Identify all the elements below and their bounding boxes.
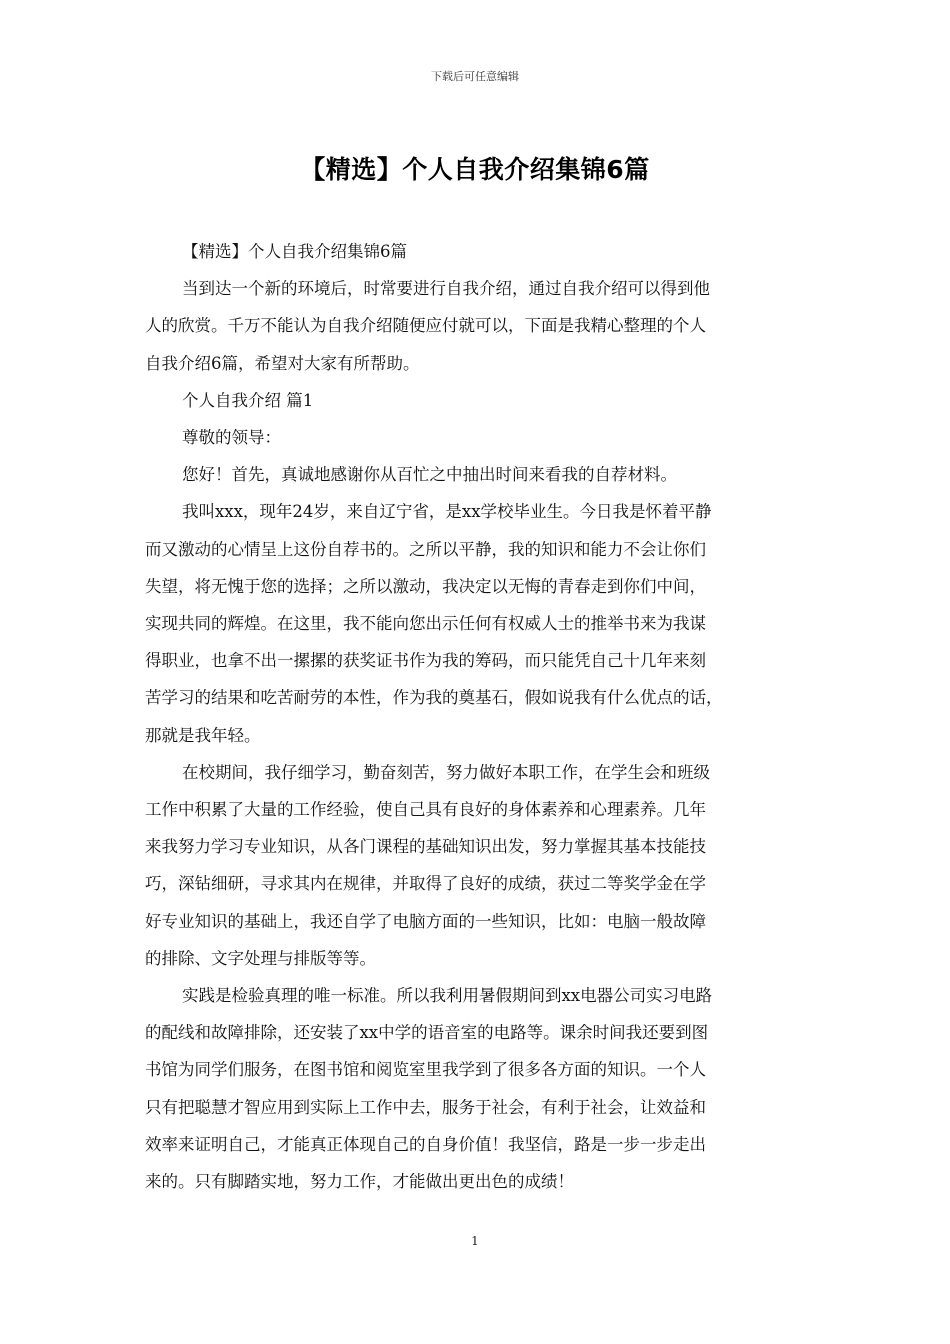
text-line: 实践是检验真理的唯一标准。所以我利用暑假期间到xx电器公司实习电路 bbox=[182, 986, 713, 1006]
paragraph bbox=[145, 233, 817, 270]
text-line: 在校期间，我仔细学习，勤奋刻苦，努力做好本职工作，在学生会和班级 bbox=[182, 762, 710, 782]
text-line: 来的。只有脚踏实地，努力工作，才能做出更出色的成绩！ bbox=[145, 1172, 574, 1192]
text-line: 您好！首先，真诚地感谢你从百忙之中抽出时间来看我的自荐材料。 bbox=[182, 465, 677, 485]
text-line: 失望，将无愧于您的选择；之所以激动，我决定以无悔的青春走到你们中间， bbox=[145, 576, 706, 596]
text-line: 人的欣赏。千万不能认为自我介绍随便应付就可以，下面是我精心整理的个人 bbox=[145, 316, 706, 336]
paragraph bbox=[145, 977, 817, 1200]
text-line: 只有把聪慧才智应用到实际上工作中去，服务于社会，有利于社会，让效益和 bbox=[145, 1097, 706, 1117]
document-title: 【精选】个人自我介绍集锦6篇 bbox=[300, 155, 650, 184]
text-line: 的配线和故障排除，还安装了xx中学的语音室的电路等。课余时间我还要到图 bbox=[145, 1023, 709, 1043]
text-line: 好专业知识的基础上，我还自学了电脑方面的一些知识，比如：电脑一般故障 bbox=[145, 911, 706, 931]
paragraph bbox=[145, 456, 817, 493]
text-line: 而又激动的心情呈上这份自荐书的。之所以平静，我的知识和能力不会让你们 bbox=[145, 539, 706, 559]
text-line: 自我介绍6篇，希望对大家有所帮助。 bbox=[145, 353, 420, 373]
text-line: 当到达一个新的环境后，时常要进行自我介绍，通过自我介绍可以得到他 bbox=[182, 279, 710, 299]
text-line: 来我努力学习专业知识，从各门课程的基础知识出发，努力掌握其基本技能技 bbox=[145, 837, 706, 857]
text-line: 效率来证明自己，才能真正体现自己的自身价值！我坚信，路是一步一步走出 bbox=[145, 1134, 706, 1154]
text-line: 尊敬的领导： bbox=[182, 428, 281, 448]
text-line: 书馆为同学们服务，在图书馆和阅览室里我学到了很多各方面的知识。一个人 bbox=[145, 1060, 706, 1080]
text-line: 【精选】个人自我介绍集锦6篇 bbox=[182, 242, 407, 261]
text-line: 个人自我介绍 篇1 bbox=[182, 390, 314, 410]
text-line: 巧，深钻细研，寻求其内在规律，并取得了良好的成绩，获过二等奖学金在学 bbox=[145, 874, 706, 894]
text-line: 苦学习的结果和吃苦耐劳的本性，作为我的奠基石，假如说我有什么优点的话， bbox=[145, 688, 723, 708]
document-body bbox=[145, 233, 817, 1200]
paragraph bbox=[145, 419, 817, 456]
text-line: 工作中积累了大量的工作经验，使自己具有良好的身体素养和心理素养。几年 bbox=[145, 800, 706, 820]
paragraph bbox=[145, 493, 817, 753]
text-line: 的排除、文字处理与排版等等。 bbox=[145, 948, 376, 968]
text-line: 实现共同的辉煌。在这里，我不能向您出示任何有权威人士的推举书来为我谋 bbox=[145, 614, 706, 634]
paragraph bbox=[145, 754, 817, 977]
paragraph bbox=[145, 382, 817, 419]
paragraph bbox=[145, 270, 817, 382]
header-note: 下载后可任意编辑 bbox=[431, 70, 519, 83]
text-line: 我叫xxx，现年24岁，来自辽宁省，是xx学校毕业生。今日我是怀着平静 bbox=[182, 502, 712, 522]
text-line: 得职业，也拿不出一摞摞的获奖证书作为我的筹码，而只能凭自己十几年来刻 bbox=[145, 651, 706, 671]
page-number: 1 bbox=[471, 1234, 479, 1248]
text-line: 那就是我年轻。 bbox=[145, 725, 261, 745]
